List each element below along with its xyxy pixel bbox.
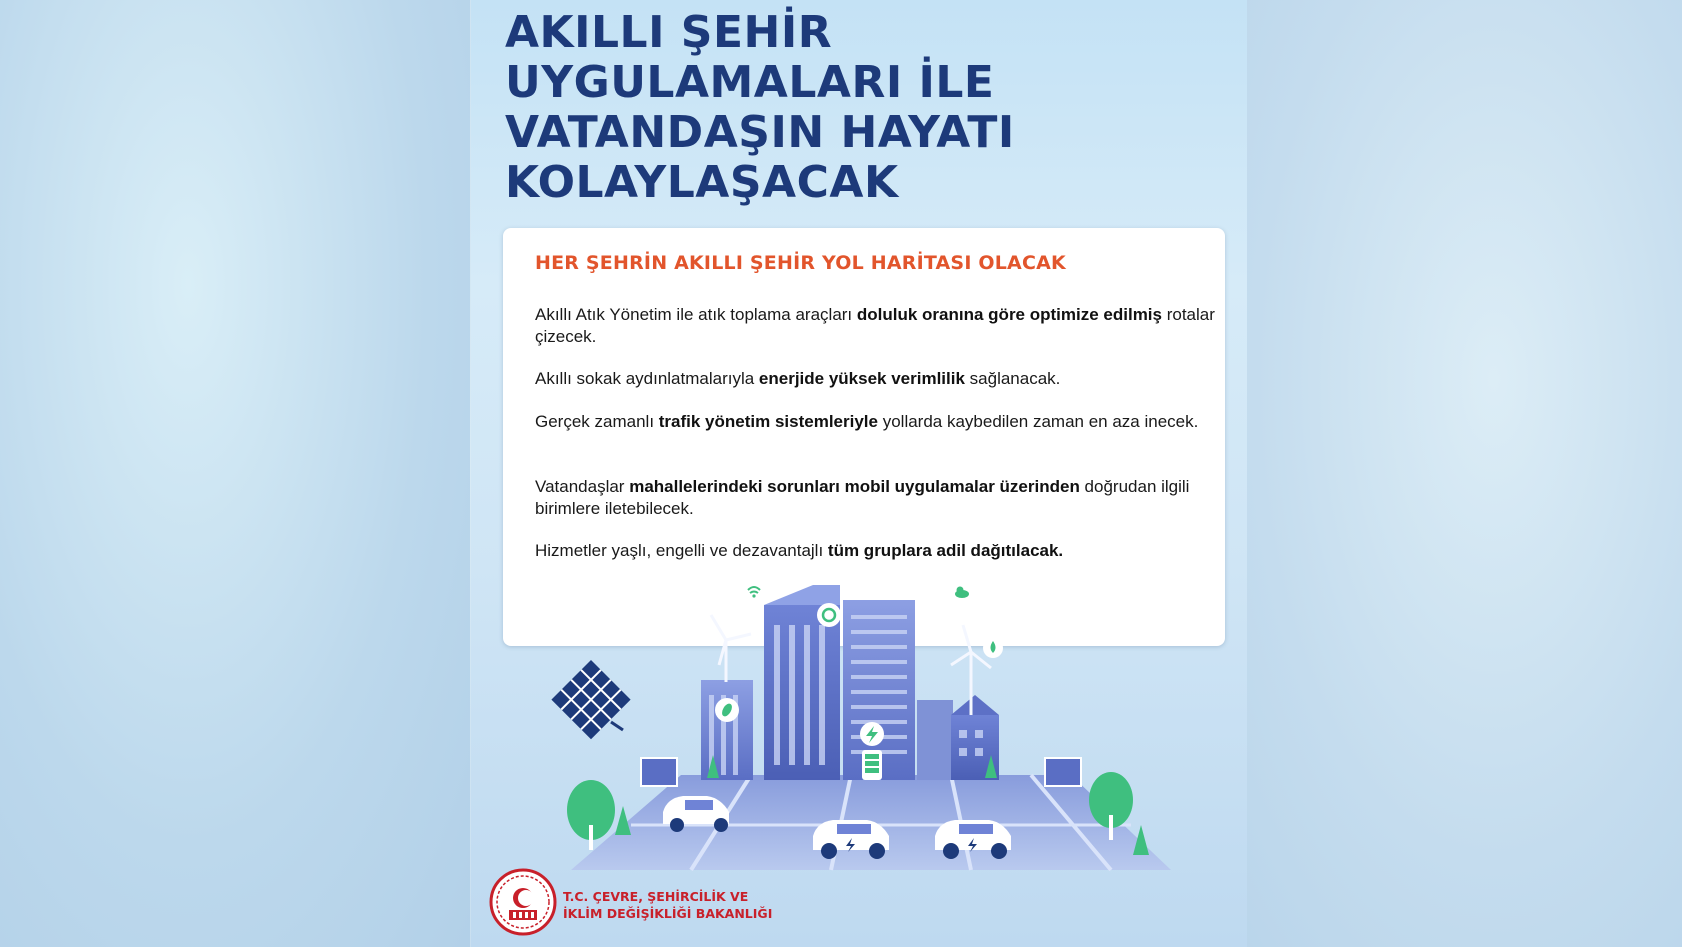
poster — [471, 0, 1247, 947]
info-text-bold: doluluk oranına göre optimize edilmiş — [856, 305, 1162, 324]
battery-icon — [862, 750, 882, 780]
info-text: Hizmetler yaşlı, engelli ve dezavantajlı — [535, 541, 828, 560]
buildings — [701, 585, 999, 780]
info-text: yollarda kaybedilen zaman en aza inecek. — [877, 412, 1199, 431]
info-text: Akıllı Atık Yönetim ile atık toplama araçları — [535, 305, 857, 324]
blurred-background-right — [1212, 0, 1682, 947]
blurred-background-left — [0, 0, 470, 947]
info-text-bold: tüm gruplara adil dağıtılacak. — [827, 541, 1064, 560]
info-text-bold: mahallelerindeki sorunları mobil uygulamalar üzerinden — [629, 477, 1080, 496]
info-text: Vatandaşlar — [535, 477, 630, 496]
info-item-services — [535, 540, 1215, 562]
card-title: HER ŞEHRİN AKILLI ŞEHİR YOL HARİTASI OLACAK — [535, 252, 1066, 274]
info-text: doğrudan ilgili birimlere iletebilecek. — [535, 477, 1190, 518]
info-text: sağlanacak. — [964, 369, 1061, 388]
info-text: rotalar çizecek. — [535, 305, 1215, 346]
wifi-icon — [744, 580, 764, 600]
lightning-icon — [860, 722, 884, 746]
smart-city-illustration — [551, 570, 1191, 890]
info-text-bold: enerjide yüksek verimlilik — [758, 369, 965, 388]
ministry-name-line: İKLİM DEĞİŞİKLİĞİ BAKANLIĞI — [563, 906, 773, 921]
ministry-name — [563, 888, 772, 922]
water-drop-icon — [983, 638, 1003, 658]
info-text: Gerçek zamanlı — [535, 412, 659, 431]
info-text: Akıllı sokak aydınlatmalarıyla — [535, 369, 759, 388]
cloud-icon — [951, 581, 973, 603]
recycle-icon — [817, 603, 841, 627]
info-text-bold: trafik yönetim sistemleriyle — [658, 412, 878, 431]
info-item-traffic — [535, 411, 1215, 433]
leaf-icon — [715, 698, 739, 722]
poster-headline: AKILLI ŞEHİR UYGULAMALARI İLE VATANDAŞIN HAYATI KOLAYLAŞACAK — [505, 7, 1015, 208]
ministry-logo-icon — [489, 868, 557, 936]
ministry-name-line: T.C. ÇEVRE, ŞEHİRCİLİK VE — [563, 889, 749, 904]
info-item-mobile — [535, 476, 1215, 520]
info-item-lighting — [535, 368, 1215, 390]
info-item-waste — [535, 304, 1215, 348]
